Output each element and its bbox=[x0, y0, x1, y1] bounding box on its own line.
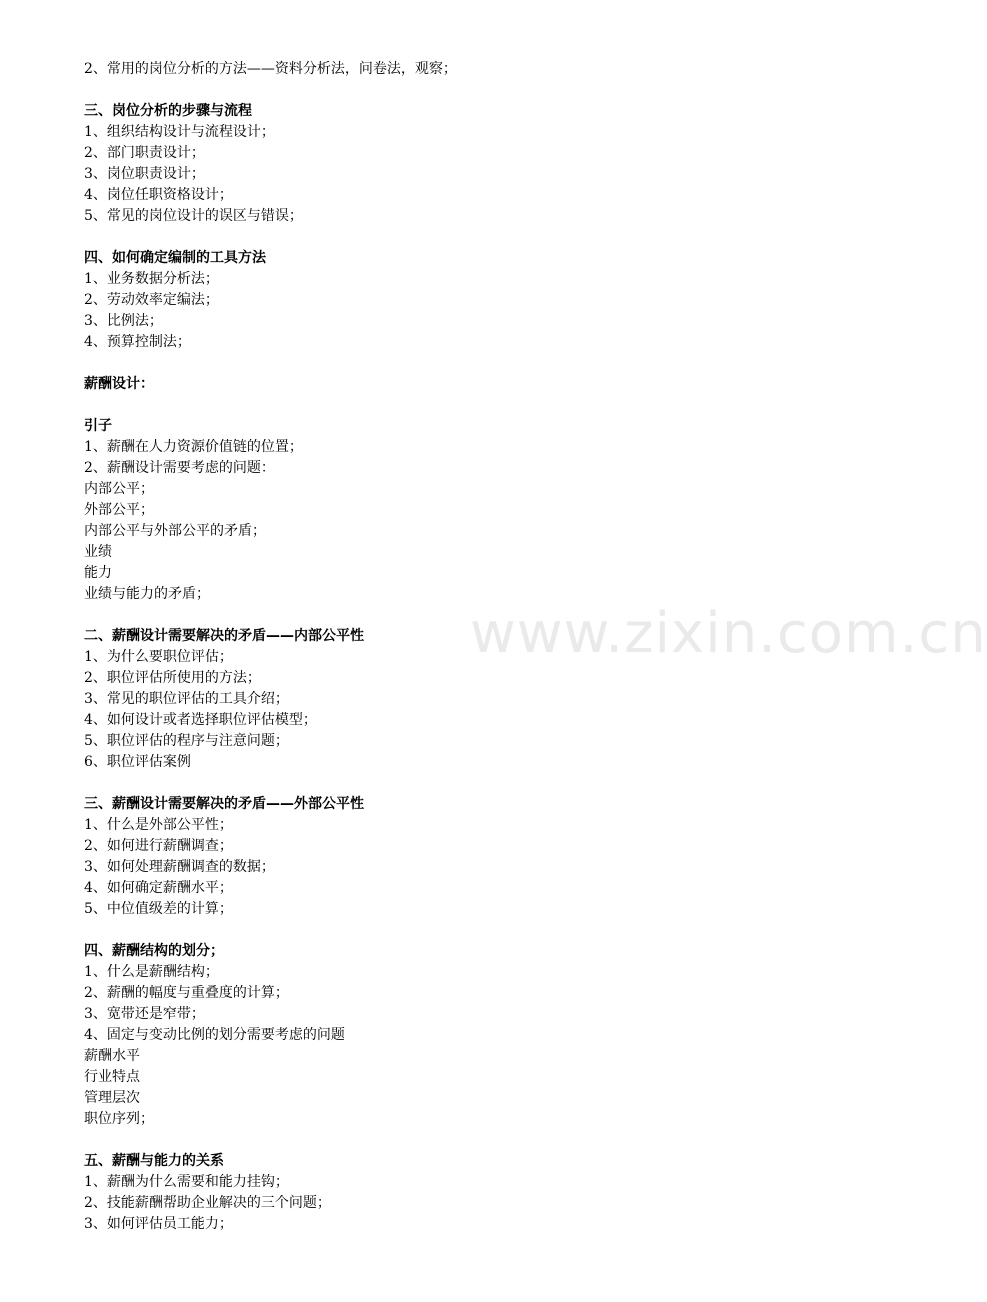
section-heading: 四、如何确定编制的工具方法 bbox=[84, 250, 266, 266]
list-item: 管理层次 bbox=[84, 1090, 140, 1106]
list-item: 1、薪酬在人力资源价值链的位置； bbox=[84, 439, 303, 455]
list-item: 职位序列； bbox=[84, 1111, 154, 1127]
list-item: 外部公平； bbox=[84, 502, 154, 518]
list-item: 6、职位评估案例 bbox=[84, 754, 191, 770]
list-item: 3、岗位职责设计； bbox=[84, 166, 205, 182]
list-item: 3、如何处理薪酬调查的数据； bbox=[84, 859, 275, 875]
list-item: 4、固定与变动比例的划分需要考虑的问题 bbox=[84, 1027, 345, 1043]
blank-line bbox=[84, 605, 864, 626]
list-item: 1、薪酬为什么需要和能力挂钩； bbox=[84, 1174, 289, 1190]
list-item: 2、常用的岗位分析的方法——资料分析法，问卷法，观察； bbox=[84, 61, 457, 77]
list-item: 内部公平； bbox=[84, 481, 154, 497]
list-item: 1、为什么要职位评估； bbox=[84, 649, 233, 665]
list-item: 2、薪酬的幅度与重叠度的计算； bbox=[84, 985, 289, 1001]
list-item: 2、技能薪酬帮助企业解决的三个问题； bbox=[84, 1195, 331, 1211]
list-item: 3、常见的职位评估的工具介绍； bbox=[84, 691, 289, 707]
list-item: 3、比例法； bbox=[84, 313, 163, 329]
document-body bbox=[84, 59, 864, 1235]
list-item: 内部公平与外部公平的矛盾； bbox=[84, 523, 266, 539]
list-item: 4、岗位任职资格设计； bbox=[84, 187, 233, 203]
list-item: 2、如何进行薪酬调查； bbox=[84, 838, 233, 854]
blank-line bbox=[84, 80, 864, 101]
list-item: 薪酬水平 bbox=[84, 1048, 140, 1064]
list-item: 行业特点 bbox=[84, 1069, 140, 1085]
list-item: 1、什么是外部公平性； bbox=[84, 817, 233, 833]
list-item: 2、部门职责设计； bbox=[84, 145, 205, 161]
blank-line bbox=[84, 773, 864, 794]
list-item: 4、如何确定薪酬水平； bbox=[84, 880, 233, 896]
blank-line bbox=[84, 395, 864, 416]
list-item: 2、劳动效率定编法； bbox=[84, 292, 219, 308]
list-item: 业绩 bbox=[84, 544, 112, 560]
list-item: 5、中位值级差的计算； bbox=[84, 901, 233, 917]
list-item: 业绩与能力的矛盾； bbox=[84, 586, 210, 602]
blank-line bbox=[84, 920, 864, 941]
section-heading: 三、薪酬设计需要解决的矛盾——外部公平性 bbox=[84, 796, 364, 812]
section-heading: 引子 bbox=[84, 418, 112, 434]
list-item: 5、常见的岗位设计的误区与错误； bbox=[84, 208, 303, 224]
blank-line bbox=[84, 1130, 864, 1151]
list-item: 2、职位评估所使用的方法； bbox=[84, 670, 261, 686]
blank-line bbox=[84, 227, 864, 248]
list-item: 3、如何评估员工能力； bbox=[84, 1216, 233, 1232]
list-item: 4、如何设计或者选择职位评估模型； bbox=[84, 712, 317, 728]
list-item: 1、什么是薪酬结构； bbox=[84, 964, 219, 980]
section-heading: 四、薪酬结构的划分； bbox=[84, 943, 224, 959]
blank-line bbox=[84, 353, 864, 374]
section-heading: 薪酬设计： bbox=[84, 376, 154, 392]
section-heading: 五、薪酬与能力的关系 bbox=[84, 1153, 224, 1169]
list-item: 1、组织结构设计与流程设计； bbox=[84, 124, 275, 140]
list-item: 2、薪酬设计需要考虑的问题： bbox=[84, 460, 275, 476]
list-item: 5、职位评估的程序与注意问题； bbox=[84, 733, 289, 749]
list-item: 1、业务数据分析法； bbox=[84, 271, 219, 287]
list-item: 4、预算控制法； bbox=[84, 334, 191, 350]
list-item: 3、宽带还是窄带； bbox=[84, 1006, 205, 1022]
watermark: www.zixin.com.cn bbox=[470, 601, 987, 666]
section-heading: 二、薪酬设计需要解决的矛盾——内部公平性 bbox=[84, 628, 364, 644]
section-heading: 三、岗位分析的步骤与流程 bbox=[84, 103, 252, 119]
list-item: 能力 bbox=[84, 565, 112, 581]
